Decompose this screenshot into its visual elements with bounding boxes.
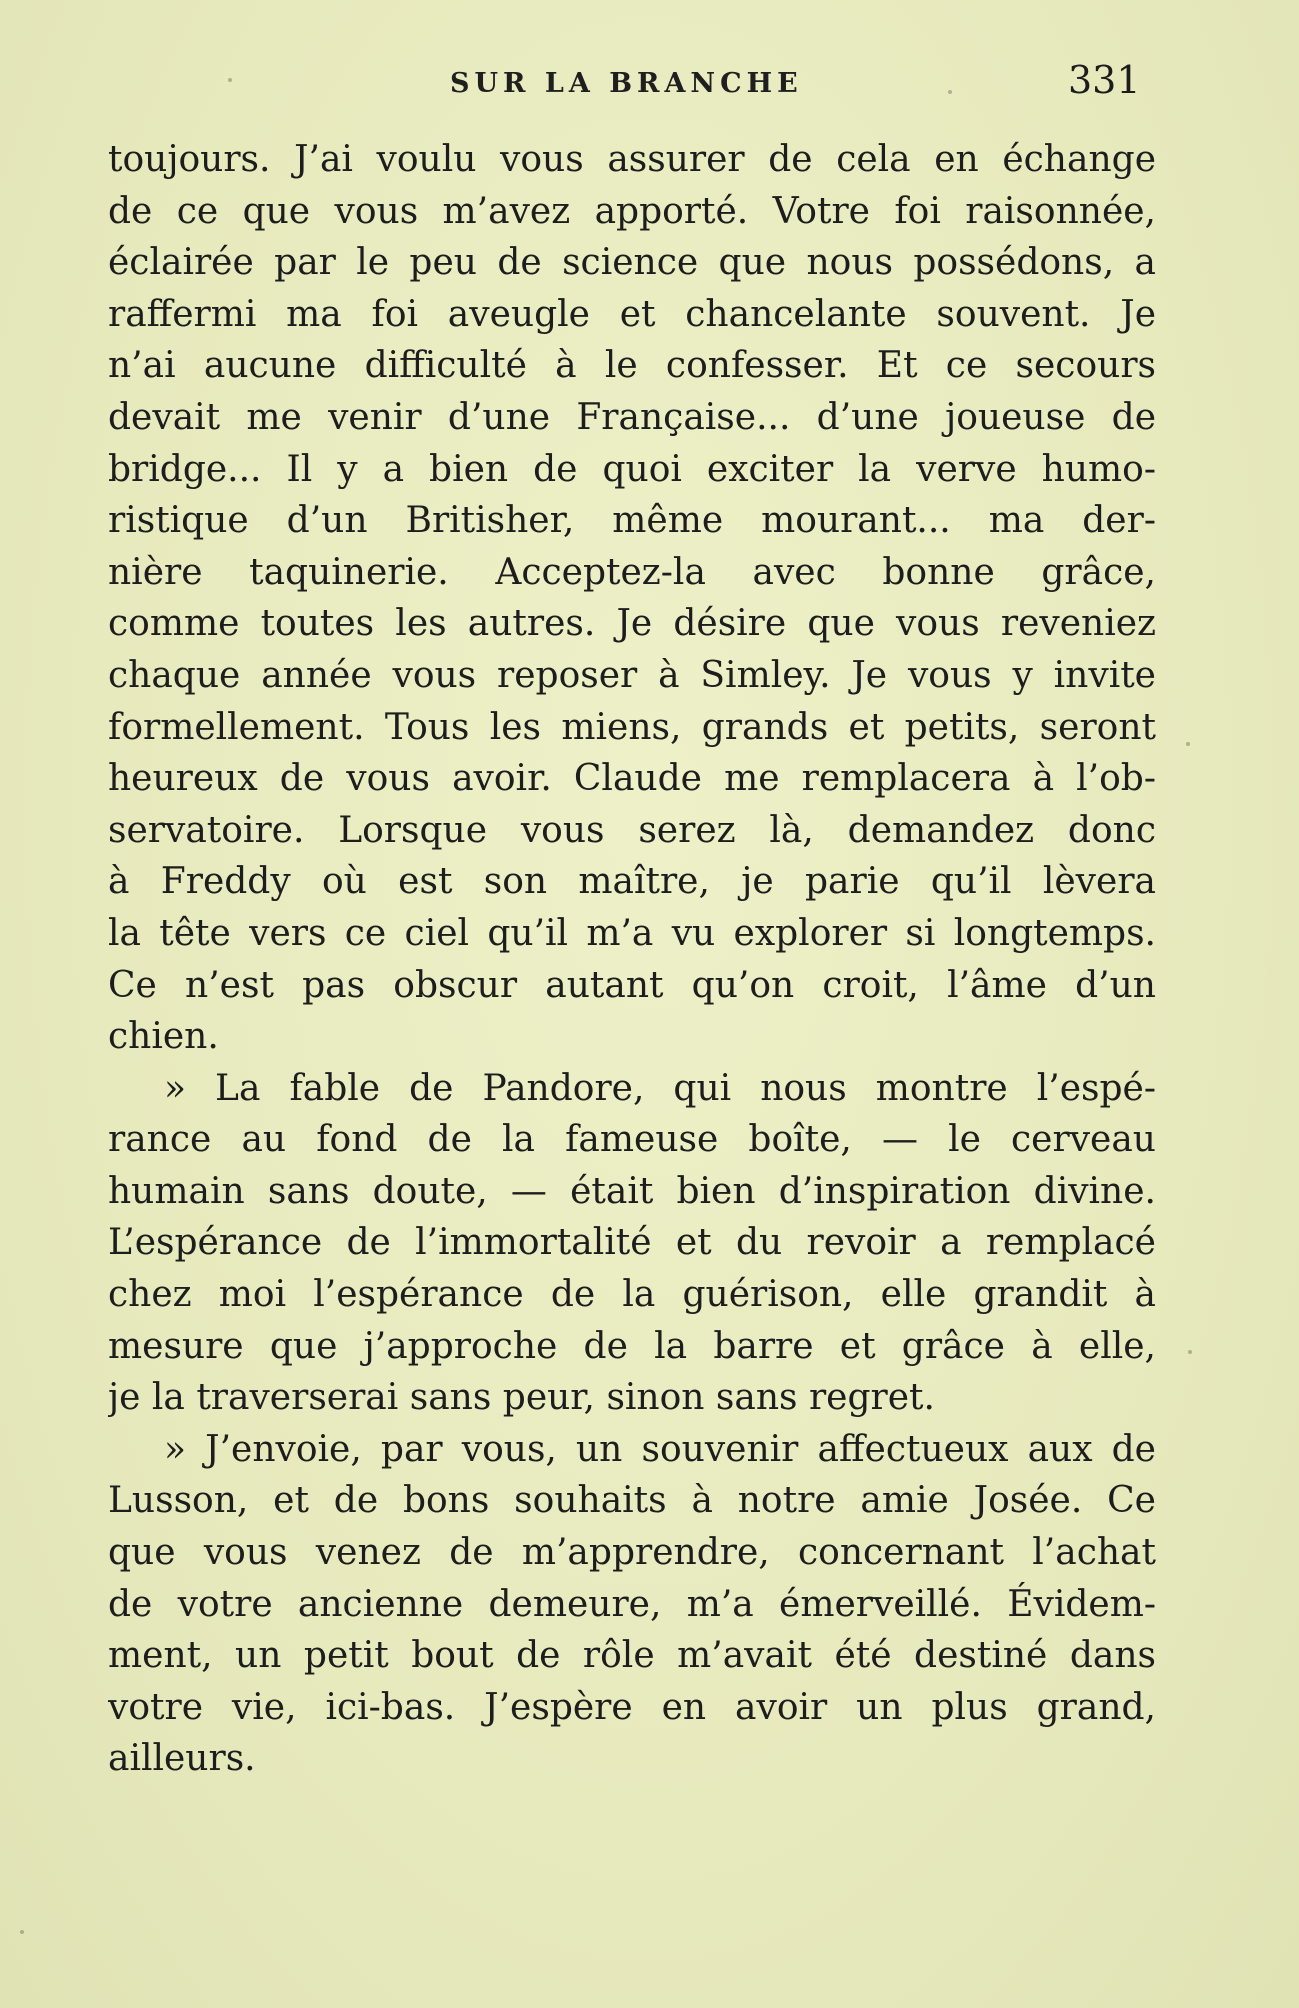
text-line: comme toutes les autres. Je désire que vous reveniez: [108, 603, 1156, 645]
text-line: toujours. J’ai voulu vous assurer de cela en échange: [108, 139, 1156, 180]
text-line: L’espérance de l’immortalité et du revoir a remplacé: [108, 1222, 1156, 1264]
text-line: Ce n’est pas obscur autant qu’on croit, l’âme d’un: [108, 964, 1156, 1006]
text-line: formellement. Tous les miens, grands et petits, seront: [108, 706, 1156, 748]
text-line: bridge... Il y a bien de quoi exciter la verve humo-: [108, 448, 1156, 490]
text-line: ristique d’un Britisher, même mourant... ma der-: [108, 500, 1156, 542]
text-line: de votre ancienne demeure, m’a émerveillé. Évidem-: [108, 1583, 1156, 1625]
text-line: heureux de vous avoir. Claude me remplacera à l’ob-: [108, 758, 1156, 800]
text-line: votre vie, ici-bas. J’espère en avoir un plus grand,: [108, 1686, 1156, 1728]
text-line: que vous venez de m’apprendre, concernant l’achat: [108, 1532, 1156, 1574]
paper-speck: [1188, 1350, 1192, 1354]
text-line: » La fable de Pandore, qui nous montre l’espé-: [164, 1067, 1156, 1109]
text-line: raffermi ma foi aveugle et chancelante souvent. Je: [108, 293, 1156, 335]
text-line: servatoire. Lorsque vous serez là, demandez donc: [108, 809, 1156, 851]
text-line: » J’envoie, par vous, un souvenir affectueux aux de: [164, 1428, 1156, 1470]
paper-speck: [1186, 742, 1190, 746]
paper-speck: [948, 90, 952, 94]
paper-speck: [228, 78, 232, 82]
text-line: de ce que vous m’avez apporté. Votre foi raisonnée,: [108, 190, 1156, 232]
page-header: [0, 58, 1299, 118]
text-line: Lusson, et de bons souhaits à notre amie Josée. Ce: [108, 1480, 1156, 1522]
text-line: mesure que j’approche de la barre et grâce à elle,: [108, 1325, 1156, 1367]
text-line: ment, un petit bout de rôle m’avait été destiné dans: [108, 1635, 1156, 1677]
text-line: à Freddy où est son maître, je parie qu’il lèvera: [108, 861, 1156, 903]
text-line: je la traverserai sans peur, sinon sans regret.: [108, 1377, 935, 1419]
paper-speck: [20, 1930, 24, 1934]
text-line: chaque année vous reposer à Simley. Je vous y invite: [108, 654, 1156, 696]
text-line: ailleurs.: [108, 1738, 256, 1780]
running-title: SUR LA BRANCHE: [450, 68, 803, 99]
text-line: nière taquinerie. Acceptez-la avec bonne grâce,: [108, 551, 1156, 593]
text-line: rance au fond de la fameuse boîte, — le cerveau: [108, 1119, 1156, 1161]
text-line: chez moi l’espérance de la guérison, elle grandit à: [108, 1274, 1156, 1316]
text-line: n’ai aucune difficulté à le confesser. Et ce secours: [108, 345, 1156, 387]
text-line: éclairée par le peu de science que nous possédons, a: [108, 242, 1156, 284]
body-text: [108, 134, 1156, 1785]
text-line: devait me venir d’une Française... d’une joueuse de: [108, 396, 1156, 438]
text-line: chien.: [108, 1016, 219, 1058]
page-number: 331: [1068, 58, 1141, 102]
text-line: humain sans doute, — était bien d’inspiration divine.: [108, 1170, 1156, 1212]
text-line: la tête vers ce ciel qu’il m’a vu explorer si longtemps.: [108, 912, 1156, 954]
